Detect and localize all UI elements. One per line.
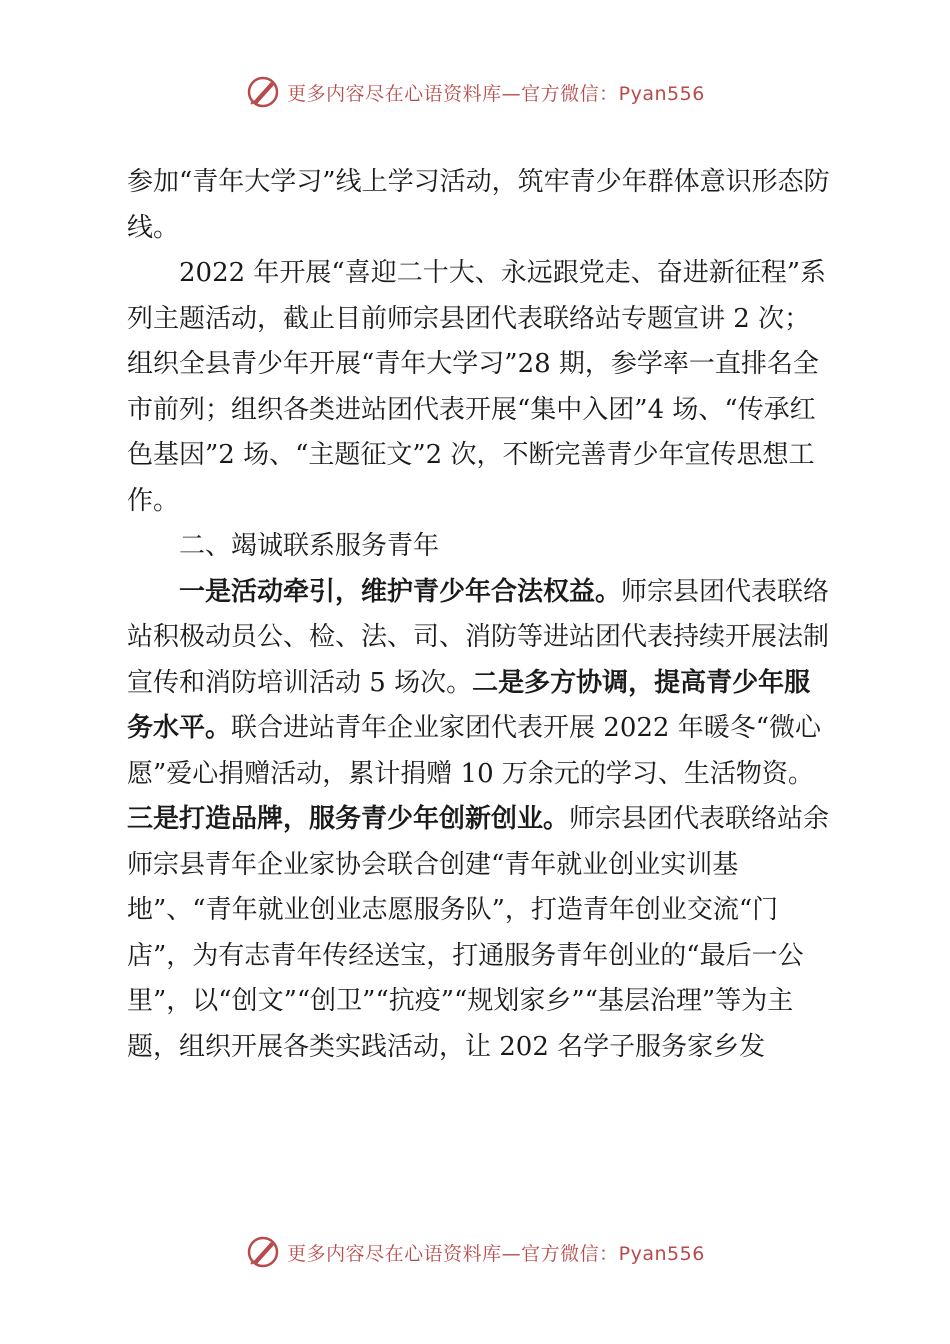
paragraph-3-text-1: 师宗县团代表联络站积极动员公、检、法、司、消防等进站团代表持续开展法制宣传和消防培训活动 5 场次。 — [127, 576, 830, 698]
paragraph-4: 店”，为有志青年传经送宝，打通服务青年创业的“最后一公里”，以“创文”“创卫”“抗疫”“规划家乡”“基层治理”等为主题，组织开展各类实践活动，让 202 名学子服务家乡发 — [127, 940, 804, 1062]
emphasis-1: 一是活动牵引，维护青少年合法权益。 — [179, 576, 622, 607]
paragraph-2: 2022 年开展“喜迎二十大、永远跟党走、奋进新征程”系列主题活动，截止目前师宗县团代表联络站专题宣讲 2 次；组织全县青少年开展“青年大学习”28 期，参学率一直排名全市前列；组织各类进站团代表开展“集中入团”4 场、“传承红色基因”2 场、“主题征文”2 次，不断完善青少年宣传思想工作。 — [127, 258, 827, 516]
section-heading-2: 二、竭诚联系服务青年 — [179, 531, 440, 561]
paragraph-1: 参加“青年大学习”线上学习活动，筑牢青少年群体意识形态防线。 — [127, 167, 830, 243]
footer-banner — [0, 1232, 950, 1272]
header-banner — [0, 72, 950, 112]
emphasis-2: 二是多方协调，提高青少年服务水平。 — [127, 667, 811, 743]
header-banner-text: 更多内容尽在心语资料库—官方微信：Pyan556 — [287, 82, 705, 105]
emphasis-3: 三是打造品牌，服务青少年创新创业。 — [127, 804, 570, 834]
document-body — [127, 160, 832, 1070]
pen-logo-icon — [245, 1234, 281, 1270]
footer-banner-text: 更多内容尽在心语资料库—官方微信：Pyan556 — [287, 1242, 705, 1265]
paragraph-3-text-2: 联合进站青年企业家团代表开展 2022 年暖冬“微心愿”爱心捐赠活动，累计捐赠 10 万余元的学习、生活物资。 — [127, 713, 822, 789]
paragraph-3 — [127, 570, 832, 934]
pen-logo-icon — [245, 74, 281, 110]
paragraph-3-text-3: 师宗县团代表联络站余师宗县青年企业家协会联合创建“青年就业创业实训基地”、“青年就业创业志愿服务队”，打造青年创业交流“门 — [127, 804, 830, 925]
